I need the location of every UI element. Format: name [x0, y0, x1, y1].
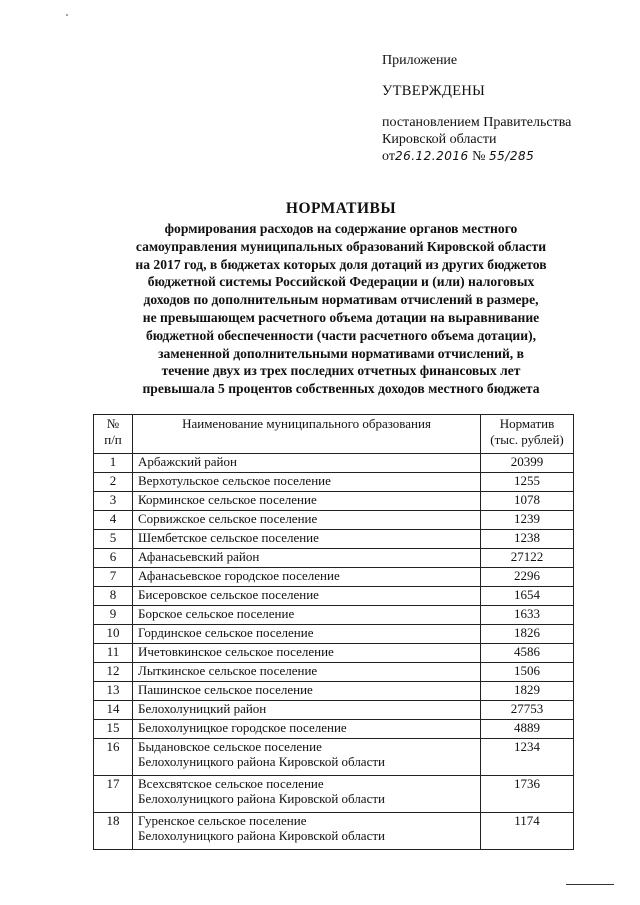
decree-line-2: Кировской области [382, 132, 497, 147]
signature-line [566, 884, 614, 885]
title-main: НОРМАТИВЫ [285, 200, 397, 217]
row-value: 27122 [481, 549, 574, 568]
row-number: 5 [94, 530, 133, 549]
table-row [94, 530, 574, 549]
row-value: 27753 [481, 701, 574, 720]
row-name: Корминское сельское поселение [133, 492, 481, 511]
row-number: 6 [94, 549, 133, 568]
row-name: Шембетское сельское поселение [133, 530, 481, 549]
title-line: превышала 5 процентов собственных доходов местного бюджета [142, 381, 540, 397]
decree-line-1: постановлением Правительства [382, 115, 572, 130]
row-name: Борское сельское поселение [133, 606, 481, 625]
row-number: 10 [94, 625, 133, 644]
title-subtitle [96, 220, 586, 398]
row-value: 2296 [481, 568, 574, 587]
table-row [94, 492, 574, 511]
title-line: самоуправления муниципальных образований Кировской области [135, 238, 547, 254]
title-line: не превышающем расчетного объема дотации на выравнивание [142, 309, 540, 325]
row-number: 2 [94, 473, 133, 492]
table-row [94, 587, 574, 606]
row-name-line1: Всехсвятское сельское поселение [138, 776, 324, 791]
date-prefix: от [382, 149, 395, 164]
header-value-line2: (тыс. рублей) [490, 432, 564, 447]
row-value: 1826 [481, 625, 574, 644]
row-value: 20399 [481, 454, 574, 473]
header-number-line2: п/п [104, 432, 122, 447]
row-name: Афанасьевский район [133, 549, 481, 568]
row-value: 1174 [481, 813, 574, 850]
row-name: Гординское сельское поселение [133, 625, 481, 644]
row-value: 1506 [481, 663, 574, 682]
row-name: Пашинское сельское поселение [133, 682, 481, 701]
row-name: Белохолуницкий район [133, 701, 481, 720]
appendix-block [382, 52, 622, 165]
row-name: Ичетовкинское сельское поселение [133, 644, 481, 663]
row-name: Верхотульское сельское поселение [133, 473, 481, 492]
row-name: Бисеровское сельское поселение [133, 587, 481, 606]
table-row [94, 701, 574, 720]
row-number: 15 [94, 720, 133, 739]
row-name: Афанасьевское городское поселение [133, 568, 481, 587]
header-name: Наименование муниципального образования [133, 415, 481, 454]
appendix-label: Приложение [382, 53, 458, 68]
table-row [94, 473, 574, 492]
row-name [133, 776, 481, 813]
row-number: 8 [94, 587, 133, 606]
row-name-line1: Гуренское сельское поселение [138, 813, 307, 828]
title-line: течение двух из трех последних отчетных финансовых лет [161, 363, 521, 379]
row-number: 3 [94, 492, 133, 511]
row-name-line2: Белохолуницкого района Кировской области [138, 791, 385, 806]
row-name: Лыткинское сельское поселение [133, 663, 481, 682]
row-number: 12 [94, 663, 133, 682]
row-name-line2: Белохолуницкого района Кировской области [138, 754, 385, 769]
row-value: 1238 [481, 530, 574, 549]
table-row [94, 739, 574, 776]
title-line: бюджетной обеспеченности (части расчетного объема дотации), [145, 327, 537, 343]
table-header-row [94, 415, 574, 454]
title-line: бюджетной системы Российской Федерации и (или) налоговых [147, 274, 535, 290]
header-value-line1: Норматив [499, 416, 555, 431]
table-row [94, 549, 574, 568]
row-number: 11 [94, 644, 133, 663]
decree-date-line [382, 148, 622, 165]
row-value: 4889 [481, 720, 574, 739]
row-name [133, 813, 481, 850]
handwritten-date: 26.12.2016 [394, 149, 469, 163]
row-value: 1829 [481, 682, 574, 701]
row-name: Арбажский район [133, 454, 481, 473]
title-line: доходов по дополнительным нормативам отчислений в размере, [143, 292, 539, 308]
document-title [96, 200, 586, 398]
scan-speck [66, 14, 68, 16]
row-number: 14 [94, 701, 133, 720]
table-row [94, 625, 574, 644]
row-value: 1736 [481, 776, 574, 813]
row-value: 1078 [481, 492, 574, 511]
table-row [94, 776, 574, 813]
row-number: 16 [94, 739, 133, 776]
row-number: 7 [94, 568, 133, 587]
row-value: 1633 [481, 606, 574, 625]
row-number: 13 [94, 682, 133, 701]
row-number: 17 [94, 776, 133, 813]
handwritten-number: 55/285 [489, 149, 535, 163]
row-name-line1: Быдановское сельское поселение [138, 739, 322, 754]
row-name-line2: Белохолуницкого района Кировской области [138, 828, 385, 843]
table-row [94, 682, 574, 701]
row-value: 1255 [481, 473, 574, 492]
header-value [481, 415, 574, 454]
row-name: Сорвижское сельское поселение [133, 511, 481, 530]
table-row [94, 720, 574, 739]
row-value: 1239 [481, 511, 574, 530]
row-number: 9 [94, 606, 133, 625]
row-number: 18 [94, 813, 133, 850]
title-line: на 2017 год, в бюджетах которых доля дотаций из других бюджетов [135, 256, 547, 272]
row-number: 4 [94, 511, 133, 530]
row-value: 1654 [481, 587, 574, 606]
table-row [94, 454, 574, 473]
row-number: 1 [94, 454, 133, 473]
header-number [94, 415, 133, 454]
table-row [94, 813, 574, 850]
row-name: Белохолуницкое городское поселение [133, 720, 481, 739]
row-name [133, 739, 481, 776]
table-row [94, 663, 574, 682]
norms-table [93, 414, 574, 850]
title-line: формирования расходов на содержание органов местного [164, 221, 518, 236]
table-row [94, 606, 574, 625]
table-row [94, 511, 574, 530]
row-value: 4586 [481, 644, 574, 663]
title-line: замененной дополнительными нормативами отчислений, в [158, 345, 524, 361]
row-value: 1234 [481, 739, 574, 776]
table-row [94, 644, 574, 663]
number-prefix: № [472, 149, 486, 164]
table-row [94, 568, 574, 587]
header-number-line1: № [106, 416, 120, 431]
approved-heading: УТВЕРЖДЕНЫ [382, 83, 486, 99]
